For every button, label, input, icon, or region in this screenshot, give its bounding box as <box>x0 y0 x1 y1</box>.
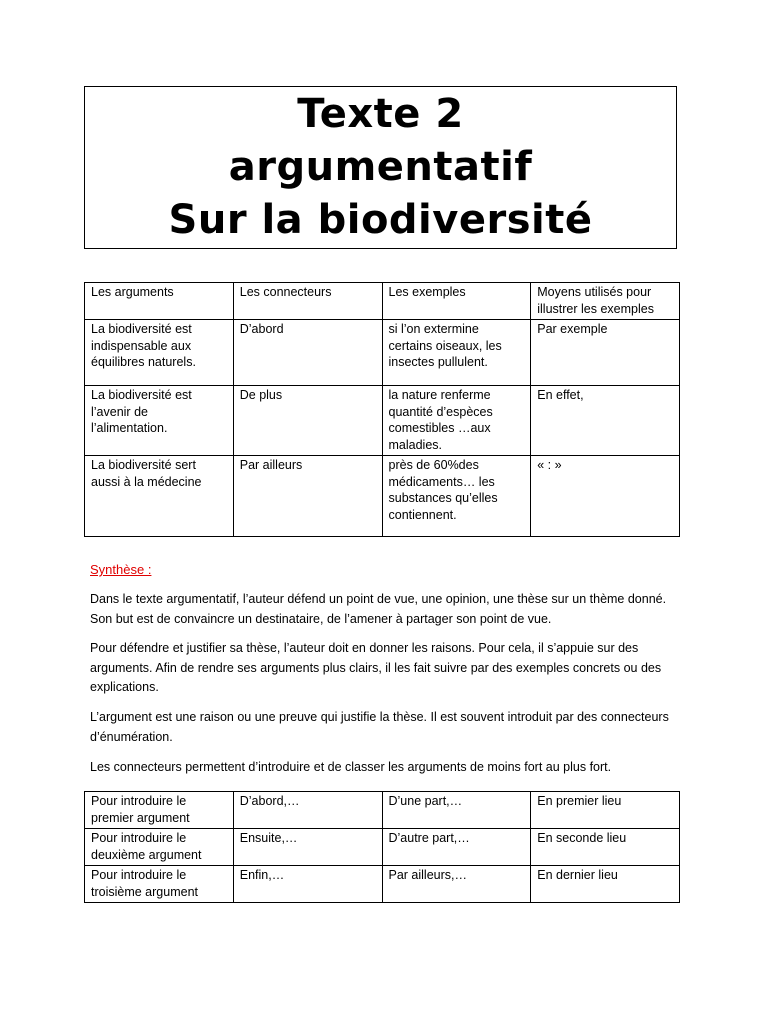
arguments-table <box>84 282 680 537</box>
synthese-paragraph: Pour défendre et justifier sa thèse, l’auteur doit en donner les raisons. Pour cela, il s’appuie sur des arguments. Afin de rendre ses arguments plus clairs, il les fait suivre par des exemples concrets ou des explications. <box>90 641 662 694</box>
example-cell: la nature renferme quantité d’espèces comestibles …aux maladies. <box>382 386 531 456</box>
means-cell: Par exemple <box>531 320 680 386</box>
title-box <box>84 86 677 249</box>
argument-cell: La biodiversité est indispensable aux équilibres naturels. <box>85 320 234 386</box>
table-header-row <box>85 283 680 320</box>
means-cell: En effet, <box>531 386 680 456</box>
connector-cell: En seconde lieu <box>531 829 680 866</box>
connector-cell: D’autre part,… <box>382 829 531 866</box>
purpose-cell: Pour introduire le premier argument <box>85 792 234 829</box>
header-cell: Les connecteurs <box>233 283 382 320</box>
argument-cell: La biodiversité sert aussi à la médecine <box>85 456 234 537</box>
table-row <box>85 866 680 903</box>
title-line-3: Sur la biodiversité <box>168 197 593 243</box>
table-row <box>85 792 680 829</box>
connector-cell: Par ailleurs,… <box>382 866 531 903</box>
table-row <box>85 456 680 537</box>
title-line-2: argumentatif <box>228 144 533 190</box>
header-cell: Les arguments <box>85 283 234 320</box>
connector-cell: Par ailleurs <box>233 456 382 537</box>
example-cell: près de 60%des médicaments… les substances qu’elles contiennent. <box>382 456 531 537</box>
purpose-cell: Pour introduire le troisième argument <box>85 866 234 903</box>
synthese-title: Synthèse : <box>90 562 152 577</box>
synthese-paragraph: Les connecteurs permettent d’introduire et de classer les arguments de moins fort au plus fort. <box>90 760 612 774</box>
table-row <box>85 829 680 866</box>
table-row <box>85 320 680 386</box>
connector-cell: D’abord,… <box>233 792 382 829</box>
connector-cell: Enfin,… <box>233 866 382 903</box>
example-cell: si l’on extermine certains oiseaux, les insectes pullulent. <box>382 320 531 386</box>
title-line-1: Texte 2 <box>297 91 464 137</box>
synthese-paragraph: L’argument est une raison ou une preuve qui justifie la thèse. Il est souvent introduit par des connecteurs d’énumération. <box>90 710 669 744</box>
connector-cell: En dernier lieu <box>531 866 680 903</box>
synthese-paragraph: Dans le texte argumentatif, l’auteur défend un point de vue, une opinion, une thèse sur un thème donné. Son but est de convaincre un destinataire, de l’amener à partager son point de vue. <box>90 592 667 626</box>
argument-cell: La biodiversité est l’avenir de l’alimentation. <box>85 386 234 456</box>
header-cell: Les exemples <box>382 283 531 320</box>
table-row <box>85 386 680 456</box>
purpose-cell: Pour introduire le deuxième argument <box>85 829 234 866</box>
means-cell: « : » <box>531 456 680 537</box>
connector-cell: D’abord <box>233 320 382 386</box>
connector-cell: D’une part,… <box>382 792 531 829</box>
connector-cell: Ensuite,… <box>233 829 382 866</box>
connectors-table <box>84 791 680 903</box>
connector-cell: En premier lieu <box>531 792 680 829</box>
header-cell: Moyens utilisés pour illustrer les exemples <box>531 283 680 320</box>
connector-cell: De plus <box>233 386 382 456</box>
